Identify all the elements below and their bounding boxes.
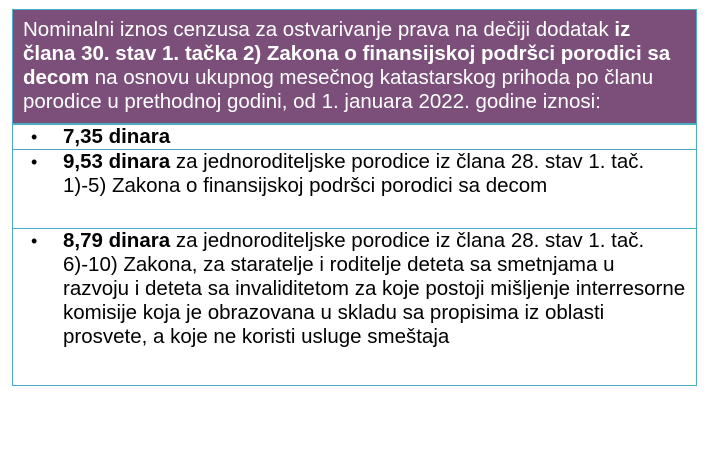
census-table (12, 9, 697, 386)
item-text: za jednoroditeljske porodice iz člana 28. stav 1. tač. 6)-10) Zakona, za staratelje i roditelje deteta sa smetnjama u razvoju i deteta sa invaliditetom za koje postoji mišljenje interresorne komisije koja je obrazovana u skladu sa propisima iz oblasti prosvete, a koje ne koristi usluge smeštaja (63, 229, 686, 348)
header-text-start: Nominalni iznos cenzusa za ostvarivanje prava na dečiji dodatak (23, 18, 615, 41)
list-item (13, 149, 696, 228)
header-text-end: na osnovu ukupnog mesečnog katastarskog prihoda po članu porodice u prethodnoj godini, od 1. januara 2022. godine iznosi: (23, 66, 654, 113)
item-amount: 9,53 dinara (63, 150, 171, 173)
bullet-icon: • (31, 127, 38, 147)
table-header (13, 10, 696, 124)
bullet-icon: • (31, 152, 38, 172)
item-amount: 7,35 dinara (63, 125, 171, 148)
list-item (13, 124, 696, 149)
list-item (13, 228, 696, 385)
item-amount: 8,79 dinara (63, 229, 171, 252)
bullet-icon: • (31, 231, 38, 251)
item-text: za jednoroditeljske porodice iz člana 28. stav 1. tač. 1)-5) Zakona o finansijskoj podršci porodici sa decom (63, 150, 645, 197)
header-bold-reference: iz člana 30. stav 1. tačka 2) Zakona o finansijskoj podršci porodici sa decom (23, 18, 671, 89)
